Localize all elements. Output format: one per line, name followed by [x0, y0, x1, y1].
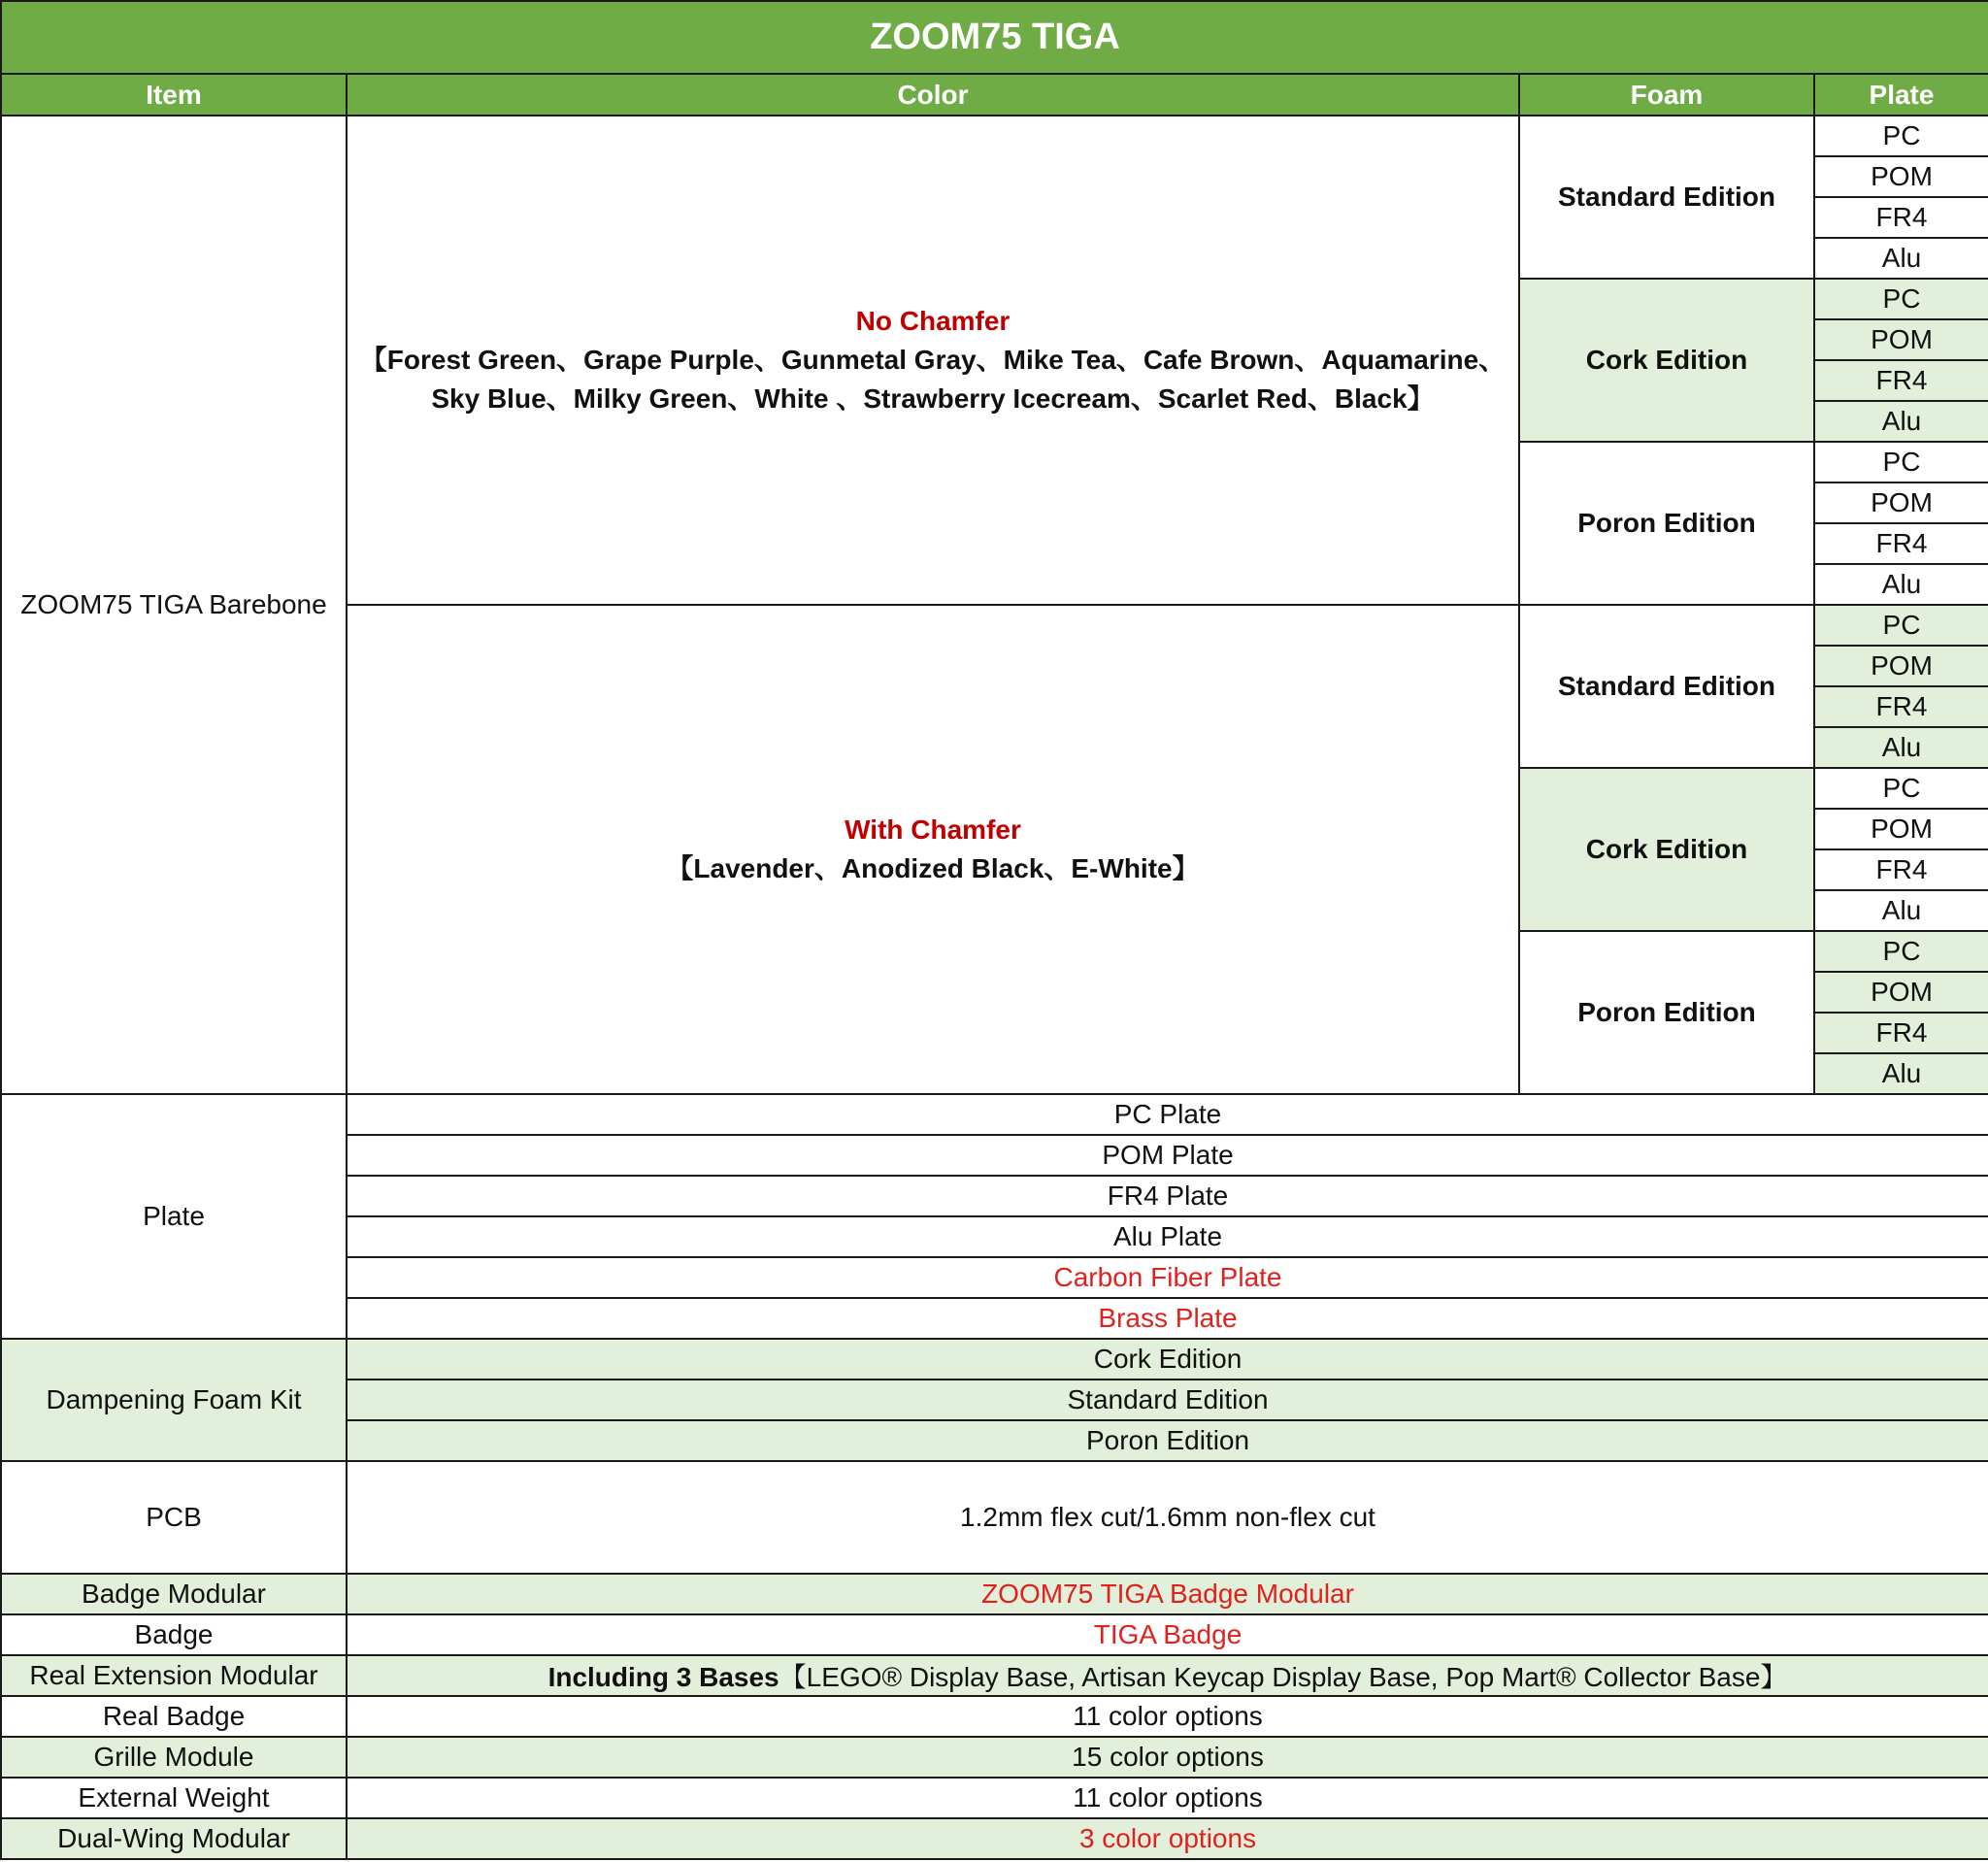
color-no-chamfer [347, 116, 1519, 605]
foam-kit-cork: Cork Edition [347, 1339, 1988, 1380]
plate-option: PC [1814, 116, 1988, 156]
plate-option: FR4 [1814, 849, 1988, 890]
plate-option: PC [1814, 931, 1988, 972]
item-dual-wing: Dual-Wing Modular [1, 1818, 347, 1859]
real-badge-value: 11 color options [347, 1696, 1988, 1737]
plate-option: PC [1814, 442, 1988, 482]
item-grille: Grille Module [1, 1737, 347, 1778]
plate-brass: Brass Plate [347, 1298, 1988, 1339]
plate-pc: PC Plate [347, 1094, 1988, 1135]
plate-option: FR4 [1814, 1013, 1988, 1053]
plate-option: Alu [1814, 890, 1988, 931]
header-plate: Plate [1814, 74, 1988, 116]
with-chamfer-heading: With Chamfer [845, 815, 1021, 845]
plate-option: FR4 [1814, 686, 1988, 727]
foam-kit-poron: Poron Edition [347, 1420, 1988, 1461]
plate-option: PC [1814, 605, 1988, 646]
badge-modular-value: ZOOM75 TIGA Badge Modular [347, 1574, 1988, 1614]
foam-standard-1: Standard Edition [1519, 116, 1814, 279]
item-external-weight: External Weight [1, 1778, 347, 1818]
plate-fr4: FR4 Plate [347, 1176, 1988, 1216]
plate-option: POM [1814, 809, 1988, 849]
plate-option: POM [1814, 482, 1988, 523]
plate-option: FR4 [1814, 360, 1988, 401]
plate-option: FR4 [1814, 523, 1988, 564]
table-title: ZOOM75 TIGA [1, 1, 1988, 74]
plate-option: FR4 [1814, 197, 1988, 238]
no-chamfer-heading: No Chamfer [855, 306, 1011, 336]
no-chamfer-colors-line2: Sky Blue、Milky Green、White 、Strawberry Icecream、Scarlet Red、Black】 [431, 383, 1435, 414]
external-weight-value: 11 color options [347, 1778, 1988, 1818]
with-chamfer-colors: 【Lavender、Anodized Black、E-White】 [666, 853, 1200, 883]
item-badge: Badge [1, 1614, 347, 1655]
plate-option: Alu [1814, 564, 1988, 605]
plate-option: Alu [1814, 727, 1988, 768]
plate-option: POM [1814, 319, 1988, 360]
real-extension-value [347, 1655, 1988, 1696]
item-plate: Plate [1, 1094, 347, 1339]
item-pcb: PCB [1, 1461, 347, 1574]
badge-value: TIGA Badge [347, 1614, 1988, 1655]
no-chamfer-colors-line1: 【Forest Green、Grape Purple、Gunmetal Gray、Mike Tea、Cafe Brown、Aquamarine、 [359, 345, 1507, 375]
plate-option: POM [1814, 646, 1988, 686]
color-with-chamfer [347, 605, 1519, 1094]
plate-option: Alu [1814, 238, 1988, 279]
foam-kit-standard: Standard Edition [347, 1380, 1988, 1420]
item-badge-modular: Badge Modular [1, 1574, 347, 1614]
header-foam: Foam [1519, 74, 1814, 116]
item-barebone: ZOOM75 TIGA Barebone [1, 116, 347, 1094]
plate-pom: POM Plate [347, 1135, 1988, 1176]
plate-option: PC [1814, 768, 1988, 809]
plate-option: POM [1814, 156, 1988, 197]
real-extension-bold: Including 3 Bases [547, 1662, 779, 1692]
plate-option: Alu [1814, 401, 1988, 442]
foam-poron-1: Poron Edition [1519, 442, 1814, 605]
dual-wing-value: 3 color options [347, 1818, 1988, 1859]
item-real-badge: Real Badge [1, 1696, 347, 1737]
plate-carbon-fiber: Carbon Fiber Plate [347, 1257, 1988, 1298]
item-foam-kit: Dampening Foam Kit [1, 1339, 347, 1461]
plate-option: Alu [1814, 1053, 1988, 1094]
plate-option: POM [1814, 972, 1988, 1013]
grille-value: 15 color options [347, 1737, 1988, 1778]
header-color: Color [347, 74, 1519, 116]
plate-option: PC [1814, 279, 1988, 319]
foam-cork-1: Cork Edition [1519, 279, 1814, 442]
foam-poron-2: Poron Edition [1519, 931, 1814, 1094]
header-item: Item [1, 74, 347, 116]
plate-alu: Alu Plate [347, 1216, 1988, 1257]
pcb-value: 1.2mm flex cut/1.6mm non-flex cut [347, 1461, 1988, 1574]
foam-cork-2: Cork Edition [1519, 768, 1814, 931]
foam-standard-2: Standard Edition [1519, 605, 1814, 768]
real-extension-rest: 【LEGO® Display Base, Artisan Keycap Display Base, Pop Mart® Collector Base】 [779, 1662, 1788, 1692]
item-real-extension: Real Extension Modular [1, 1655, 347, 1696]
